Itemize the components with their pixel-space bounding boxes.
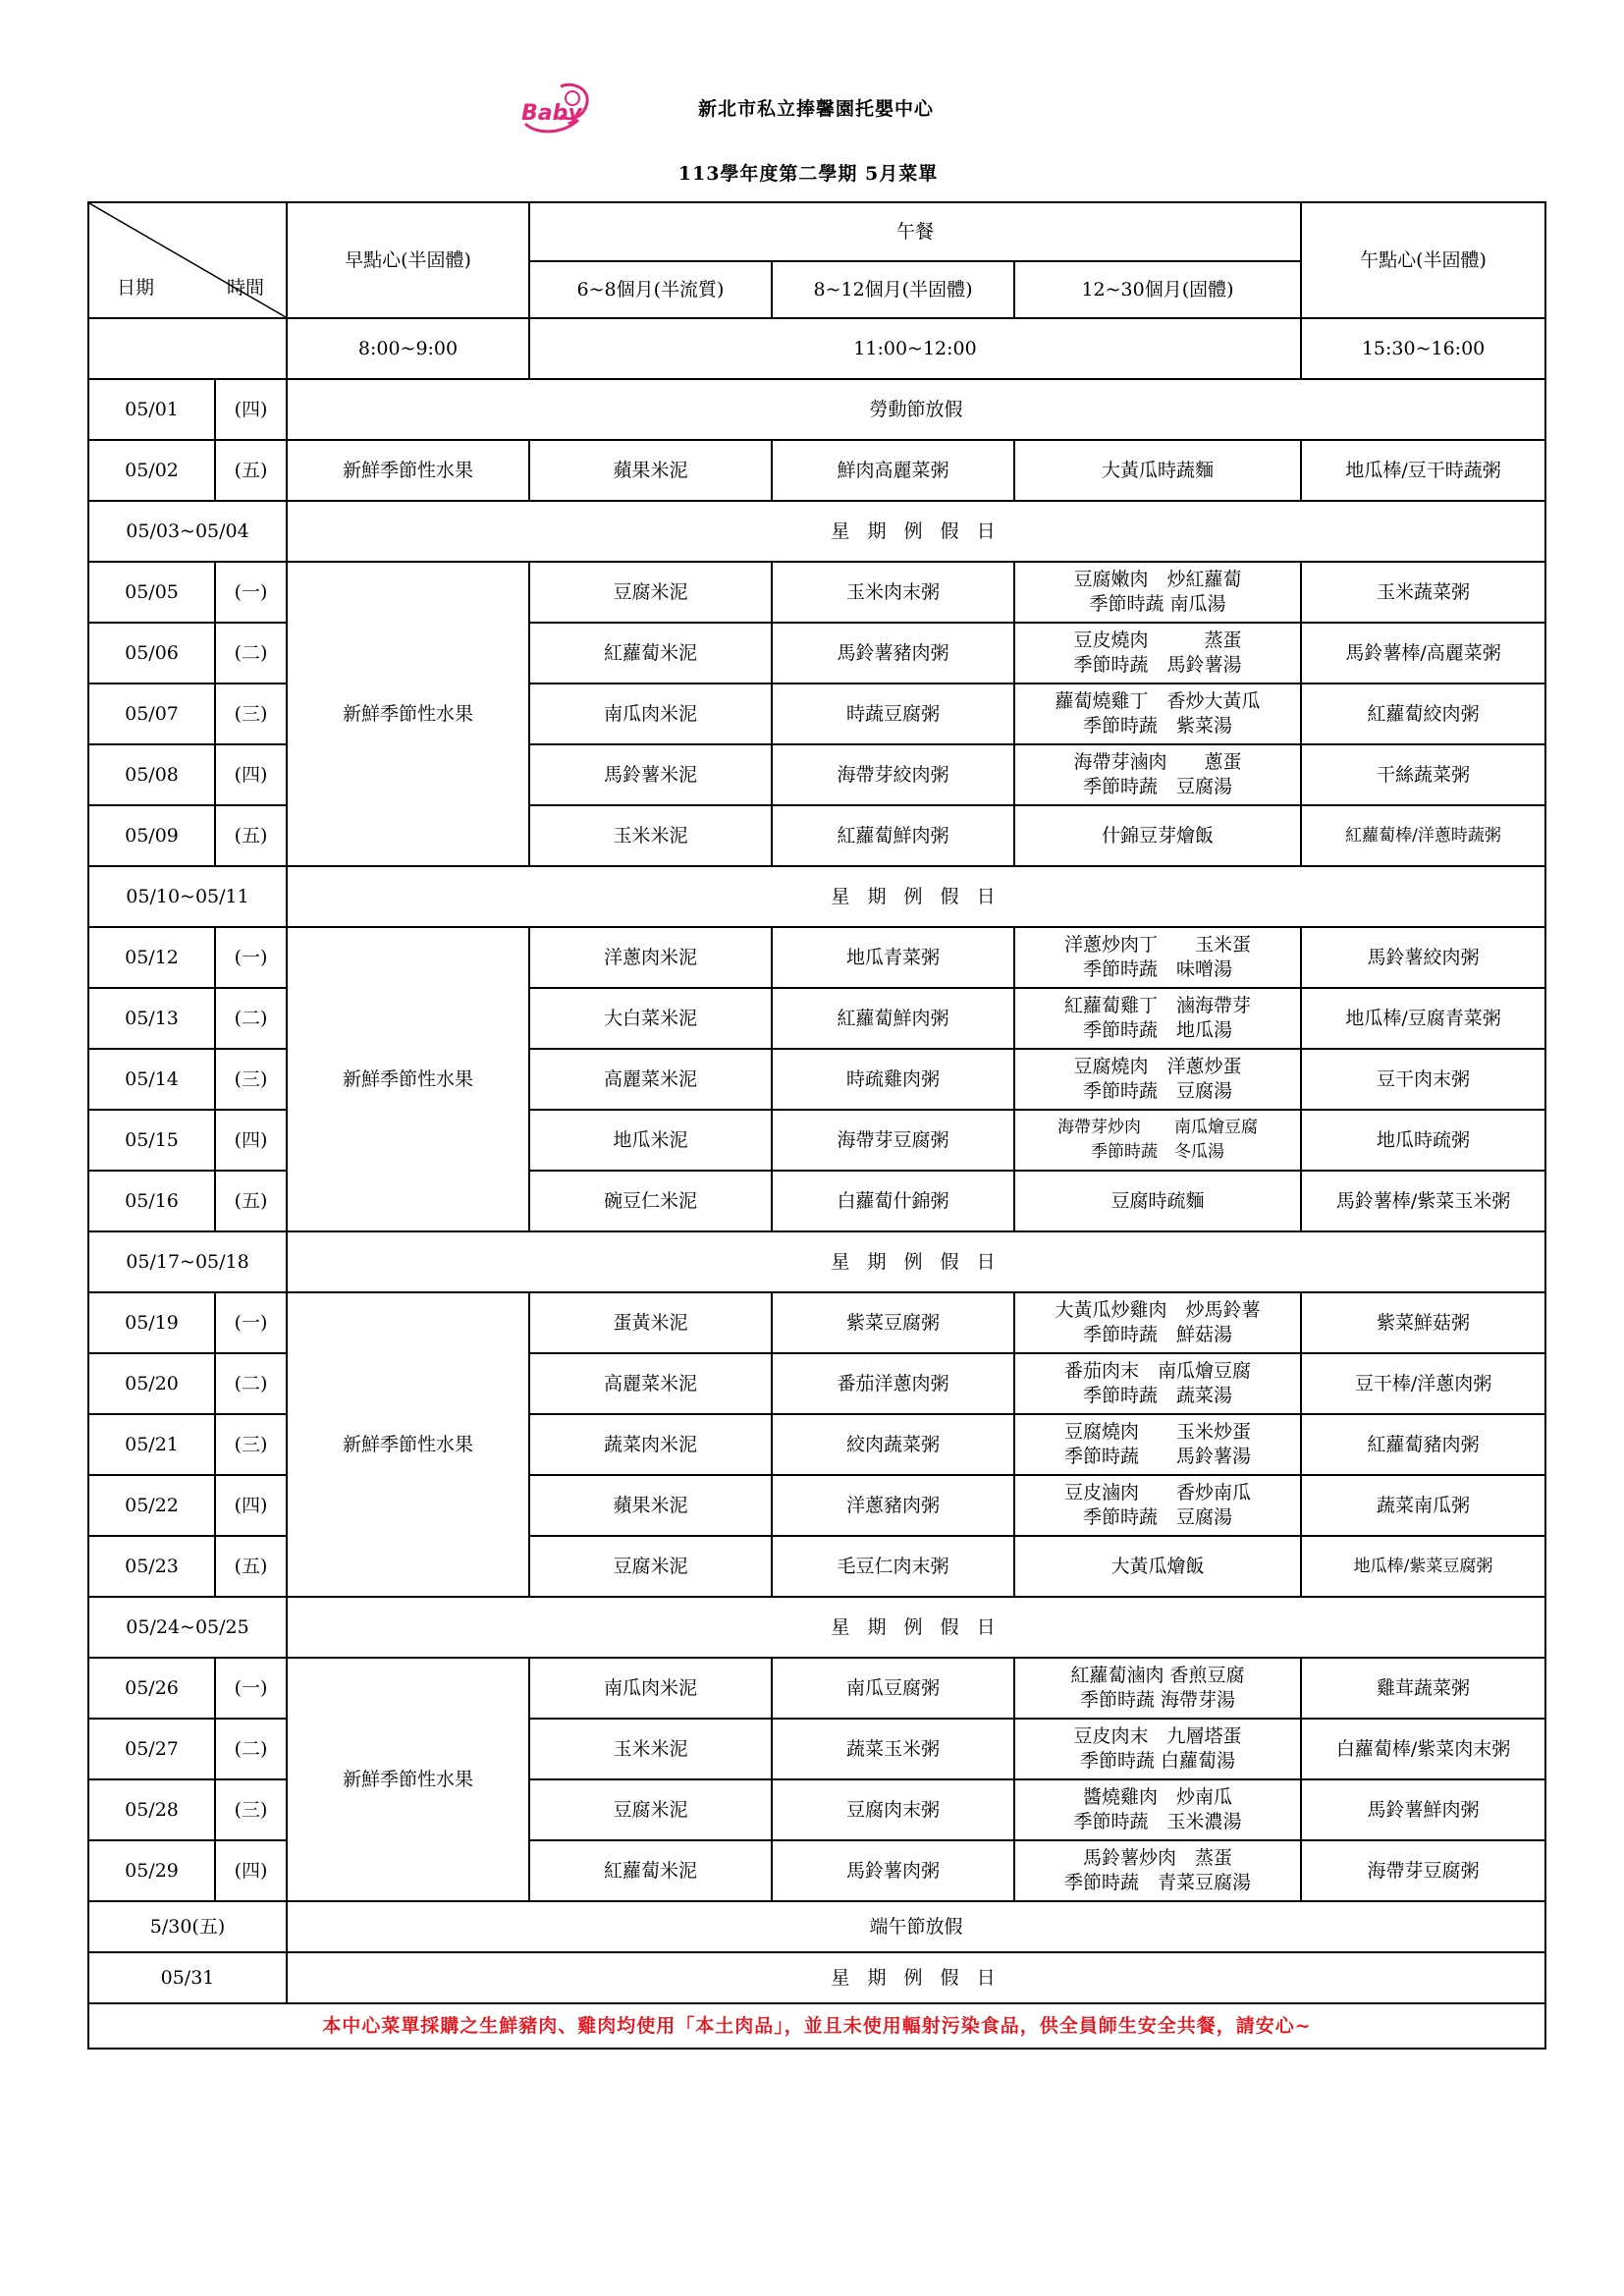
afternoon-snack-cell: 豆干棒/洋蔥肉粥 [1301, 1353, 1545, 1414]
afternoon-snack-cell: 馬鈴薯棒/高麗菜粥 [1301, 623, 1545, 683]
lunch-12-30-cell: 豆腐時疏麵 [1014, 1171, 1301, 1231]
row-date: 5/30(五) [88, 1901, 287, 1952]
row-date: 05/26 [88, 1658, 215, 1719]
lunch-12-30-cell: 洋蔥炒肉丁 玉米蛋 季節時蔬 味噌湯 [1014, 927, 1301, 988]
lunch-6-8-cell: 玉米米泥 [529, 805, 772, 866]
row-day: (五) [215, 1171, 287, 1231]
lunch-12-30-header: 12~30個月(固體) [1014, 261, 1301, 318]
row-day: (四) [215, 1475, 287, 1536]
row-date: 05/02 [88, 440, 215, 501]
lunch-8-12-cell: 時蔬豆腐粥 [772, 683, 1014, 744]
row-date: 05/20 [88, 1353, 215, 1414]
morning-snack-cell: 新鮮季節性水果 [287, 1292, 529, 1597]
lunch-8-12-cell: 紅蘿蔔鮮肉粥 [772, 988, 1014, 1049]
row-date: 05/15 [88, 1110, 215, 1171]
afternoon-snack-cell: 紅蘿蔔絞肉粥 [1301, 683, 1545, 744]
lunch-12-30-cell: 紅蘿蔔滷肉 香煎豆腐 季節時蔬 海帶芽湯 [1014, 1658, 1301, 1719]
lunch-8-12-cell: 紅蘿蔔鮮肉粥 [772, 805, 1014, 866]
afternoon-snack-cell: 白蘿蔔棒/紫菜肉末粥 [1301, 1719, 1545, 1779]
row-date: 05/23 [88, 1536, 215, 1597]
lunch-6-8-cell: 豆腐米泥 [529, 1779, 772, 1840]
lunch-6-8-cell: 紅蘿蔔米泥 [529, 623, 772, 683]
lunch-8-12-cell: 豆腐肉末粥 [772, 1779, 1014, 1840]
row-date: 05/31 [88, 1952, 287, 2003]
lunch-8-12-cell: 紫菜豆腐粥 [772, 1292, 1014, 1353]
row-day: (二) [215, 1353, 287, 1414]
lunch-12-30-cell: 豆腐燒肉 玉米炒蛋 季節時蔬 馬鈴薯湯 [1014, 1414, 1301, 1475]
lunch-8-12-cell: 時疏雞肉粥 [772, 1049, 1014, 1110]
lunch-8-12-cell: 蔬菜玉米粥 [772, 1719, 1014, 1779]
lunch-6-8-cell: 碗豆仁米泥 [529, 1171, 772, 1231]
morning-snack-cell: 新鮮季節性水果 [287, 927, 529, 1231]
lunch-header: 午餐 [529, 202, 1301, 261]
morning-snack-cell: 新鮮季節性水果 [287, 440, 529, 501]
row-date: 05/24~05/25 [88, 1597, 287, 1658]
row-date: 05/19 [88, 1292, 215, 1353]
lunch-6-8-cell: 蘋果米泥 [529, 1475, 772, 1536]
lunch-8-12-cell: 番茄洋蔥肉粥 [772, 1353, 1014, 1414]
afternoon-snack-cell: 蔬菜南瓜粥 [1301, 1475, 1545, 1536]
row-day: (四) [215, 744, 287, 805]
row-day: (三) [215, 1779, 287, 1840]
afternoon-snack-cell: 海帶芽豆腐粥 [1301, 1840, 1545, 1901]
afternoon-snack-cell: 馬鈴薯絞肉粥 [1301, 927, 1545, 988]
lunch-8-12-cell: 海帶芽絞肉粥 [772, 744, 1014, 805]
afternoon-snack-cell: 馬鈴薯鮮肉粥 [1301, 1779, 1545, 1840]
center-name: 新北市私立捧馨園托嬰中心 [697, 98, 934, 120]
row-day: (三) [215, 1414, 287, 1475]
row-date: 05/22 [88, 1475, 215, 1536]
lunch-12-30-cell: 番茄肉末 南瓜燴豆腐 季節時蔬 蔬菜湯 [1014, 1353, 1301, 1414]
lunch-8-12-cell: 絞肉蔬菜粥 [772, 1414, 1014, 1475]
lunch-12-30-cell: 大黃瓜時蔬麵 [1014, 440, 1301, 501]
row-date: 05/03~05/04 [88, 501, 287, 562]
row-day: (五) [215, 805, 287, 866]
lunch-12-30-cell: 豆皮燒肉 蒸蛋 季節時蔬 馬鈴薯湯 [1014, 623, 1301, 683]
afternoon-snack-cell: 地瓜時疏粥 [1301, 1110, 1545, 1171]
morning-snack-header: 早點心(半固體) [287, 202, 529, 318]
lunch-8-12-cell: 南瓜豆腐粥 [772, 1658, 1014, 1719]
lunch-6-8-cell: 洋蔥肉米泥 [529, 927, 772, 988]
svg-text:Baby: Baby [521, 101, 582, 126]
lunch-12-30-cell: 大黃瓜燴飯 [1014, 1536, 1301, 1597]
holiday-cell: 星 期 例 假 日 [287, 866, 1545, 927]
time-label: 時間 [226, 277, 264, 299]
row-date: 05/09 [88, 805, 215, 866]
lunch-8-12-cell: 馬鈴薯豬肉粥 [772, 623, 1014, 683]
lunch-6-8-cell: 蛋黃米泥 [529, 1292, 772, 1353]
lunch-6-8-cell: 地瓜米泥 [529, 1110, 772, 1171]
holiday-cell: 星 期 例 假 日 [287, 1597, 1545, 1658]
row-date: 05/12 [88, 927, 215, 988]
row-day: (三) [215, 1049, 287, 1110]
lunch-6-8-cell: 蔬菜肉米泥 [529, 1414, 772, 1475]
lunch-6-8-header: 6~8個月(半流質) [529, 261, 772, 318]
afternoon-snack-cell: 干絲蔬菜粥 [1301, 744, 1545, 805]
row-day: (四) [215, 1110, 287, 1171]
afternoon-snack-cell: 馬鈴薯棒/紫菜玉米粥 [1301, 1171, 1545, 1231]
lunch-8-12-cell: 鮮肉高麗菜粥 [772, 440, 1014, 501]
afternoon-snack-cell: 紅蘿蔔豬肉粥 [1301, 1414, 1545, 1475]
lunch-12-30-cell: 馬鈴薯炒肉 蒸蛋 季節時蔬 青菜豆腐湯 [1014, 1840, 1301, 1901]
time-row-blank [88, 318, 287, 379]
lunch-6-8-cell: 玉米米泥 [529, 1719, 772, 1779]
lunch-8-12-cell: 地瓜青菜粥 [772, 927, 1014, 988]
menu-table [87, 201, 1546, 2050]
date-label: 日期 [117, 277, 155, 299]
lunch-6-8-cell: 紅蘿蔔米泥 [529, 1840, 772, 1901]
lunch-12-30-cell: 紅蘿蔔雞丁 滷海帶芽 季節時蔬 地瓜湯 [1014, 988, 1301, 1049]
lunch-6-8-cell: 高麗菜米泥 [529, 1049, 772, 1110]
afternoon-snack-cell: 豆干肉末粥 [1301, 1049, 1545, 1110]
afternoon-snack-cell: 紫菜鮮菇粥 [1301, 1292, 1545, 1353]
row-day: (二) [215, 988, 287, 1049]
lunch-12-30-cell: 大黃瓜炒雞肉 炒馬鈴薯 季節時蔬 鮮菇湯 [1014, 1292, 1301, 1353]
lunch-12-30-cell: 什錦豆芽燴飯 [1014, 805, 1301, 866]
afternoon-snack-header: 午點心(半固體) [1301, 202, 1545, 318]
lunch-12-30-cell: 豆腐燒肉 洋蔥炒蛋 季節時蔬 豆腐湯 [1014, 1049, 1301, 1110]
lunch-12-30-cell: 海帶芽炒肉 南瓜燴豆腐 季節時蔬 冬瓜湯 [1014, 1110, 1301, 1171]
row-day: (四) [215, 1840, 287, 1901]
lunch-12-30-cell: 醬燒雞肉 炒南瓜 季節時蔬 玉米濃湯 [1014, 1779, 1301, 1840]
row-day: (五) [215, 1536, 287, 1597]
lunch-6-8-cell: 南瓜肉米泥 [529, 1658, 772, 1719]
lunch-6-8-cell: 豆腐米泥 [529, 1536, 772, 1597]
holiday-cell: 星 期 例 假 日 [287, 501, 1545, 562]
row-day: (四) [215, 379, 287, 440]
row-date: 05/28 [88, 1779, 215, 1840]
lunch-12-30-cell: 海帶芽滷肉 蔥蛋 季節時蔬 豆腐湯 [1014, 744, 1301, 805]
row-date: 05/29 [88, 1840, 215, 1901]
afternoon-snack-cell: 雞茸蔬菜粥 [1301, 1658, 1545, 1719]
row-date: 05/05 [88, 562, 215, 623]
date-time-header [88, 202, 287, 318]
lunch-8-12-cell: 玉米肉末粥 [772, 562, 1014, 623]
afternoon-snack-cell: 地瓜棒/紫菜豆腐粥 [1301, 1536, 1545, 1597]
row-day: (一) [215, 1658, 287, 1719]
afternoon-snack-cell: 地瓜棒/豆干時蔬粥 [1301, 440, 1545, 501]
lunch-12-30-cell: 蘿蔔燒雞丁 香炒大黃瓜 季節時蔬 紫菜湯 [1014, 683, 1301, 744]
holiday-cell: 勞動節放假 [287, 379, 1545, 440]
row-date: 05/01 [88, 379, 215, 440]
lunch-6-8-cell: 大白菜米泥 [529, 988, 772, 1049]
lunch-8-12-cell: 毛豆仁肉末粥 [772, 1536, 1014, 1597]
footer-note: 本中心菜單採購之生鮮豬肉、雞肉均使用「本土肉品」，並且未使用輻射污染食品，供全員師生安全共餐，請安心~ [88, 2003, 1545, 2049]
lunch-12-30-cell: 豆腐嫩肉 炒紅蘿蔔 季節時蔬 南瓜湯 [1014, 562, 1301, 623]
holiday-cell: 星 期 例 假 日 [287, 1231, 1545, 1292]
row-date: 05/16 [88, 1171, 215, 1231]
morning-time: 8:00~9:00 [287, 318, 529, 379]
lunch-time: 11:00~12:00 [529, 318, 1301, 379]
row-date: 05/14 [88, 1049, 215, 1110]
lunch-8-12-cell: 洋蔥豬肉粥 [772, 1475, 1014, 1536]
row-day: (二) [215, 1719, 287, 1779]
lunch-6-8-cell: 豆腐米泥 [529, 562, 772, 623]
lunch-8-12-header: 8~12個月(半固體) [772, 261, 1014, 318]
row-day: (三) [215, 683, 287, 744]
lunch-6-8-cell: 蘋果米泥 [529, 440, 772, 501]
lunch-6-8-cell: 高麗菜米泥 [529, 1353, 772, 1414]
row-date: 05/07 [88, 683, 215, 744]
row-day: (一) [215, 927, 287, 988]
row-date: 05/08 [88, 744, 215, 805]
holiday-cell: 星 期 例 假 日 [287, 1952, 1545, 2003]
lunch-8-12-cell: 馬鈴薯肉粥 [772, 1840, 1014, 1901]
row-date: 05/17~05/18 [88, 1231, 287, 1292]
row-date: 05/06 [88, 623, 215, 683]
row-date: 05/27 [88, 1719, 215, 1779]
morning-snack-cell: 新鮮季節性水果 [287, 562, 529, 866]
morning-snack-cell: 新鮮季節性水果 [287, 1658, 529, 1901]
lunch-12-30-cell: 豆皮肉末 九層塔蛋 季節時蔬 白蘿蔔湯 [1014, 1719, 1301, 1779]
afternoon-snack-cell: 玉米蔬菜粥 [1301, 562, 1545, 623]
afternoon-snack-cell: 紅蘿蔔棒/洋蔥時蔬粥 [1301, 805, 1545, 866]
lunch-8-12-cell: 白蘿蔔什錦粥 [772, 1171, 1014, 1231]
lunch-6-8-cell: 馬鈴薯米泥 [529, 744, 772, 805]
row-day: (一) [215, 562, 287, 623]
afternoon-time: 15:30~16:00 [1301, 318, 1545, 379]
lunch-12-30-cell: 豆皮滷肉 香炒南瓜 季節時蔬 豆腐湯 [1014, 1475, 1301, 1536]
lunch-6-8-cell: 南瓜肉米泥 [529, 683, 772, 744]
row-date: 05/21 [88, 1414, 215, 1475]
afternoon-snack-cell: 地瓜棒/豆腐青菜粥 [1301, 988, 1545, 1049]
holiday-cell: 端午節放假 [287, 1901, 1545, 1952]
row-day: (五) [215, 440, 287, 501]
row-day: (二) [215, 623, 287, 683]
row-day: (一) [215, 1292, 287, 1353]
row-date: 05/13 [88, 988, 215, 1049]
menu-title: 113學年度第二學期 5月菜單 [677, 163, 939, 185]
row-date: 05/10~05/11 [88, 866, 287, 927]
lunch-8-12-cell: 海帶芽豆腐粥 [772, 1110, 1014, 1171]
